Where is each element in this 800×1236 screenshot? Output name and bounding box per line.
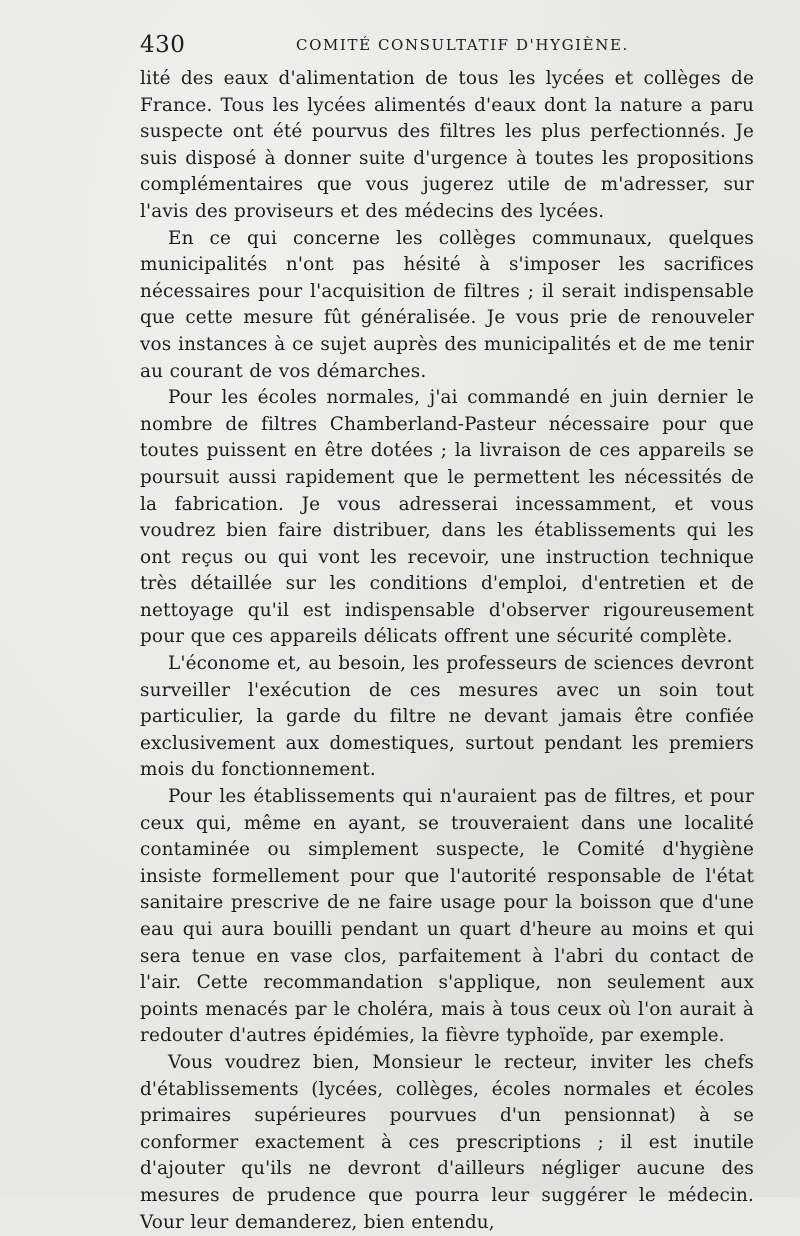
page-number: 430 xyxy=(140,32,186,58)
paragraph-ecoles-normales: Pour les écoles normales, j'ai commandé en juin dernier le nombre de filtres Chamberland-Pasteur nécessaire pour que toutes puissent en être dotées ; la livraison de ces appareils se poursuit aussi rapidement que le permettent les nécessités de la fabrication. Je vous adresserai incessamment, et vous voudrez bien faire distribuer, dans les établissements qui les ont reçus ou qui vont les recevoir, une instruction technique très détaillée sur les conditions d'emploi, d'entretien et de nettoyage qu'il est indispensable d'observer rigoureusement pour que ces appareils délicats offrent une sécurité complète. xyxy=(140,387,754,648)
paragraph-continuation: lité des eaux d'alimentation de tous les lycées et collèges de France. Tous les lycées alimentés d'eaux dont la nature a paru suspecte ont été pourvus des filtres les plus perfectionnés. Je suis disposé à donner suite d'urgence à toutes les propositions complémentaires que vous jugerez utile de m'adresser, sur l'avis des proviseurs et des médecins des lycées. xyxy=(140,68,754,222)
paragraph-colleges-communaux: En ce qui concerne les collèges communaux, quelques municipalités n'ont pas hésité à s'imposer les sacrifices nécessaires pour l'acquisition de filtres ; il serait indispensable que cette mesure fût généralisée. Je vous prie de renouveler vos instances à ce sujet auprès des municipalités et de me tenir au courant de vos démarches. xyxy=(140,227,754,382)
paragraph-econome: L'économe et, au besoin, les professeurs de sciences devront surveiller l'exécution de ces mesures avec un soin tout particulier, la garde du filtre ne devant jamais être confiée exclusivement aux domestiques, surtout pendant les premiers mois du fonctionnement. xyxy=(140,653,754,781)
running-title: COMITÉ CONSULTATIF D'HYGIÈNE. xyxy=(296,36,629,54)
page-header xyxy=(140,32,752,68)
paragraph-instructions-recteur: Vous voudrez bien, Monsieur le recteur, inviter les chefs d'établissements (lycées, collèges, écoles normales et écoles primaires supérieures pourvues d'un pensionnat) à se conformer exactement à ces prescriptions ; il est inutile d'ajouter qu'ils ne devront d'ailleurs négliger aucune des mesures de prudence que pourra leur suggérer le médecin. Vour leur demanderez, bien entendu, xyxy=(140,1051,754,1233)
paragraph-etablissements-sans-filtres: Pour les établissements qui n'auraient pas de filtres, et pour ceux qui, même en ayant, se trouveraient dans une localité contaminée ou simplement suspecte, le Comité d'hygiène insiste formellement pour que l'autorité responsable de l'état sanitaire prescrive de ne faire usage pour la boisson que d'une eau qui aura bouilli pendant un quart d'heure au moins et qui sera tenue en vase clos, parfaitement à l'abri du contact de l'air. Cette recommandation s'applique, non seulement aux points menacés par le choléra, mais à tous ceux où l'on aurait à redouter d'autres épidémies, la fièvre typhoïde, par exemple. xyxy=(140,786,754,1047)
body-text xyxy=(140,66,754,1236)
